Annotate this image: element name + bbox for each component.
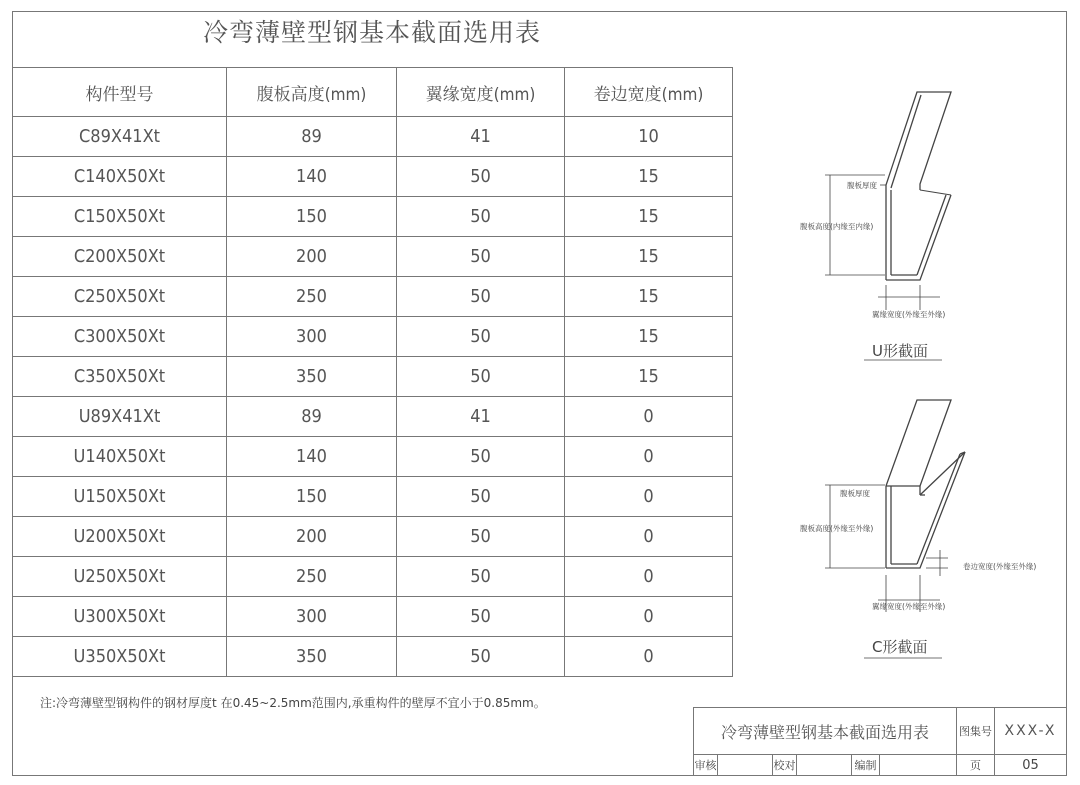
table-row — [13, 637, 733, 677]
flange-width-cell: 50 — [397, 357, 565, 397]
column-header-flange-width: 翼缘宽度(mm) — [397, 68, 565, 117]
c-section-figure — [790, 390, 1050, 665]
flange-width-cell: 50 — [397, 277, 565, 317]
web-height-cell: 200 — [227, 517, 397, 557]
model-cell: C150X50Xt — [13, 197, 227, 237]
web-height-cell: 150 — [227, 477, 397, 517]
web-height-cell: 350 — [227, 357, 397, 397]
model-cell: U140X50Xt — [13, 437, 227, 477]
column-header-web-height: 腹板高度(mm) — [227, 68, 397, 117]
atlas-number-label: 图集号 — [957, 708, 995, 755]
c-web-height-label: 腹板高度(外缘至外缘) — [800, 524, 874, 533]
web-height-cell: 300 — [227, 317, 397, 357]
table-row — [13, 197, 733, 237]
lip-width-cell: 0 — [565, 397, 733, 437]
lip-width-cell: 0 — [565, 517, 733, 557]
flange-width-cell: 50 — [397, 477, 565, 517]
flange-width-cell: 50 — [397, 597, 565, 637]
u-web-thickness-label: 腹板厚度 — [847, 181, 877, 190]
table-row — [13, 277, 733, 317]
lip-width-cell: 15 — [565, 317, 733, 357]
web-height-cell: 140 — [227, 437, 397, 477]
title-block — [693, 707, 1067, 776]
footnote: 注:冷弯薄壁型钢构件的钢材厚度t 在0.45~2.5mm范围内,承重构件的壁厚不宜小于0.85mm。 — [40, 696, 546, 710]
lip-width-cell: 0 — [565, 477, 733, 517]
u-section-caption: U形截面 — [872, 342, 928, 360]
web-height-cell: 89 — [227, 117, 397, 157]
model-cell: U89X41Xt — [13, 397, 227, 437]
model-cell: U250X50Xt — [13, 557, 227, 597]
u-section-figure — [790, 85, 980, 375]
model-cell: C250X50Xt — [13, 277, 227, 317]
flange-width-cell: 41 — [397, 397, 565, 437]
web-height-cell: 300 — [227, 597, 397, 637]
flange-width-cell: 50 — [397, 637, 565, 677]
web-height-cell: 250 — [227, 557, 397, 597]
lip-width-cell: 15 — [565, 277, 733, 317]
flange-width-cell: 50 — [397, 197, 565, 237]
web-height-cell: 140 — [227, 157, 397, 197]
lip-width-cell: 15 — [565, 197, 733, 237]
model-cell: C350X50Xt — [13, 357, 227, 397]
table-row — [13, 237, 733, 277]
flange-width-cell: 50 — [397, 317, 565, 357]
lip-width-cell: 10 — [565, 117, 733, 157]
table-header-row — [13, 68, 733, 117]
flange-width-cell: 41 — [397, 117, 565, 157]
flange-width-cell: 50 — [397, 237, 565, 277]
lip-width-cell: 15 — [565, 157, 733, 197]
table-row — [13, 477, 733, 517]
model-cell: U150X50Xt — [13, 477, 227, 517]
review-value — [718, 755, 773, 776]
model-cell: U300X50Xt — [13, 597, 227, 637]
table-row — [13, 317, 733, 357]
title-block-drawing-name: 冷弯薄壁型钢基本截面选用表 — [694, 708, 957, 755]
table-row — [13, 117, 733, 157]
web-height-cell: 200 — [227, 237, 397, 277]
compile-label: 编制 — [852, 755, 880, 776]
model-cell: C200X50Xt — [13, 237, 227, 277]
u-web-height-label: 腹板高度(内缘至内缘) — [800, 222, 874, 231]
web-height-cell: 250 — [227, 277, 397, 317]
column-header-lip-width: 卷边宽度(mm) — [565, 68, 733, 117]
section-spec-table — [12, 67, 733, 677]
model-cell: C89X41Xt — [13, 117, 227, 157]
lip-width-cell: 0 — [565, 637, 733, 677]
web-height-cell: 89 — [227, 397, 397, 437]
model-cell: U200X50Xt — [13, 517, 227, 557]
c-lip-width-label: 卷边宽度(外缘至外缘) — [963, 562, 1037, 571]
table-row — [13, 517, 733, 557]
page-number: 05 — [995, 755, 1067, 776]
table-row — [13, 397, 733, 437]
flange-width-cell: 50 — [397, 157, 565, 197]
c-section-drawing — [790, 390, 1050, 665]
column-header-model: 构件型号 — [13, 68, 227, 117]
table-row — [13, 437, 733, 477]
web-height-cell: 350 — [227, 637, 397, 677]
c-flange-width-label: 翼缘宽度(外缘至外缘) — [872, 602, 946, 611]
u-flange-width-label: 翼缘宽度(外缘至外缘) — [872, 310, 946, 319]
table-row — [13, 357, 733, 397]
compile-value — [880, 755, 957, 776]
review-label: 审核 — [694, 755, 718, 776]
page-label: 页 — [957, 755, 995, 776]
lip-width-cell: 0 — [565, 557, 733, 597]
check-label: 校对 — [773, 755, 797, 776]
table-row — [13, 597, 733, 637]
flange-width-cell: 50 — [397, 517, 565, 557]
flange-width-cell: 50 — [397, 437, 565, 477]
model-cell: C300X50Xt — [13, 317, 227, 357]
flange-width-cell: 50 — [397, 557, 565, 597]
lip-width-cell: 0 — [565, 437, 733, 477]
lip-width-cell: 15 — [565, 357, 733, 397]
table-row — [13, 157, 733, 197]
web-height-cell: 150 — [227, 197, 397, 237]
u-section-drawing — [790, 85, 980, 375]
lip-width-cell: 0 — [565, 597, 733, 637]
c-web-thickness-label: 腹板厚度 — [840, 489, 870, 498]
check-value — [797, 755, 852, 776]
lip-width-cell: 15 — [565, 237, 733, 277]
model-cell: U350X50Xt — [13, 637, 227, 677]
c-section-caption: C形截面 — [872, 638, 928, 656]
table-title: 冷弯薄壁型钢基本截面选用表 — [202, 18, 541, 47]
atlas-number: XXX-X — [995, 708, 1067, 755]
table-row — [13, 557, 733, 597]
model-cell: C140X50Xt — [13, 157, 227, 197]
